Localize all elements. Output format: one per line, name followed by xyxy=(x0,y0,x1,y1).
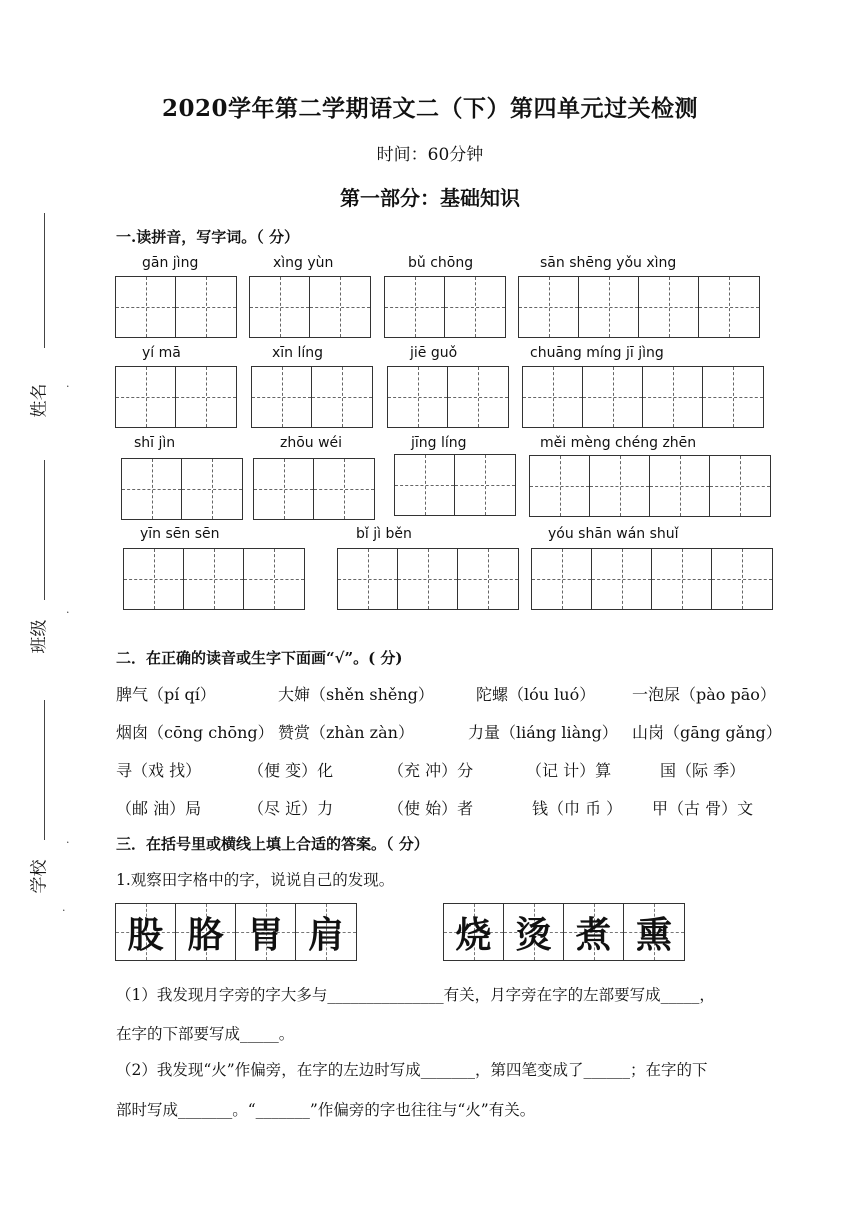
pinyin-label: yóu shān wán shuǐ xyxy=(548,526,679,542)
char-cell: 煮 xyxy=(564,904,624,960)
char-cell: 烫 xyxy=(504,904,564,960)
writing-grid[interactable] xyxy=(529,455,771,517)
q3-heading: 三．在括号里或横线上填上合适的答案。（ 分） xyxy=(116,835,429,853)
page-title: 2020学年第二学期语文二（下）第四单元过关检测 xyxy=(161,95,698,122)
char-cell: 烧 xyxy=(444,904,504,960)
name-label: 姓名 xyxy=(29,383,50,418)
part-heading: 第一部分：基础知识 xyxy=(340,186,520,210)
char-grid-group-1 xyxy=(115,903,357,961)
writing-grid[interactable] xyxy=(387,366,509,428)
q3-line-4[interactable]: 部时写成_______。“_______”作偏旁的字也往往与“火”有关。 xyxy=(116,1101,536,1119)
char-cell: 肩 xyxy=(296,904,356,960)
char-cell: 熏 xyxy=(624,904,684,960)
school-label: 学校 xyxy=(29,859,50,894)
q2-item[interactable]: 力量（liáng liàng） xyxy=(468,723,618,742)
binding-mark: · xyxy=(66,836,70,849)
writing-grid[interactable] xyxy=(384,276,506,338)
writing-grid[interactable] xyxy=(337,548,519,610)
name-blank-line xyxy=(44,460,45,600)
q2-line xyxy=(116,720,782,743)
pinyin-label: xìng yùn xyxy=(273,255,334,271)
binding-mark: · xyxy=(66,380,70,393)
q2-item[interactable]: 烟囱（cōng chōng） xyxy=(116,723,274,742)
q2-item[interactable]: 赞赏（zhàn zàn） xyxy=(278,723,414,742)
q1-heading: 一.读拼音，写字词。（ 分） xyxy=(116,228,299,246)
writing-grid[interactable] xyxy=(251,366,373,428)
q3-line-1[interactable]: （1）我发现月字旁的字大多与_______________有关，月字旁在字的左部要写成_____， xyxy=(116,986,715,1004)
class-label: 班级 xyxy=(29,619,50,654)
binding-mark: · xyxy=(62,904,66,917)
time-limit: 时间：60分钟 xyxy=(376,145,484,165)
pinyin-label: jiē guǒ xyxy=(410,345,458,361)
char-cell: 股 xyxy=(116,904,176,960)
pinyin-label: bǐ jì běn xyxy=(356,526,412,542)
pinyin-label: shī jìn xyxy=(134,435,176,451)
binding-line-top xyxy=(44,213,45,348)
pinyin-label: xīn líng xyxy=(272,345,324,361)
pinyin-label: yí mā xyxy=(142,345,181,361)
q2-item[interactable]: 一泡尿（pào pāo） xyxy=(632,685,776,704)
writing-grid[interactable] xyxy=(249,276,371,338)
q2-item[interactable]: 甲（古 骨）文 xyxy=(652,799,754,818)
q2-line xyxy=(116,758,745,781)
q3-line-2[interactable]: 在字的下部要写成_____。 xyxy=(116,1025,295,1043)
pinyin-label: zhōu wéi xyxy=(280,435,343,451)
q2-item[interactable]: （充 冲）分 xyxy=(388,761,474,780)
q2-item[interactable]: 陀螺（lóu luó） xyxy=(476,685,596,704)
pinyin-label: sān shēng yǒu xìng xyxy=(540,255,677,271)
q2-line xyxy=(116,682,776,705)
q2-item[interactable]: 山岗（gāng gǎng） xyxy=(632,723,782,742)
q2-item[interactable]: （记 计）算 xyxy=(526,761,612,780)
q2-item[interactable]: （使 始）者 xyxy=(388,799,474,818)
pinyin-label: jīng líng xyxy=(411,435,467,451)
q2-item[interactable]: （便 变）化 xyxy=(248,761,334,780)
q2-item[interactable]: （邮 油）局 xyxy=(116,799,202,818)
writing-grid[interactable] xyxy=(123,548,305,610)
char-cell: 胳 xyxy=(176,904,236,960)
q2-heading: 二．在正确的读音或生字下面画“√”。( 分) xyxy=(116,649,403,667)
class-blank-line xyxy=(44,700,45,840)
q2-item[interactable]: 寻（戏 找） xyxy=(116,761,202,780)
writing-grid[interactable] xyxy=(121,458,243,520)
char-cell: 胃 xyxy=(236,904,296,960)
writing-grid[interactable] xyxy=(394,454,516,516)
q3-sub1: 1.观察田字格中的字，说说自己的发现。 xyxy=(116,871,395,889)
q2-line xyxy=(116,796,753,819)
q2-item[interactable]: （尽 近）力 xyxy=(248,799,334,818)
writing-grid[interactable] xyxy=(531,548,773,610)
writing-grid[interactable] xyxy=(253,458,375,520)
q3-line-3[interactable]: （2）我发现“火”作偏旁，在字的左边时写成_______，第四笔变成了______；在字的下 xyxy=(116,1061,708,1079)
char-grid-group-2 xyxy=(443,903,685,961)
binding-mark: · xyxy=(66,606,70,619)
pinyin-label: yīn sēn sēn xyxy=(140,526,220,542)
q2-item[interactable]: 脾气（pí qí） xyxy=(116,685,216,704)
q2-item[interactable]: 大婶（shěn shěng） xyxy=(278,685,434,704)
writing-grid[interactable] xyxy=(522,366,764,428)
pinyin-label: bǔ chōng xyxy=(408,255,474,271)
q2-item[interactable]: 钱（巾 币 ） xyxy=(532,799,623,818)
pinyin-label: měi mèng chéng zhēn xyxy=(540,435,697,451)
writing-grid[interactable] xyxy=(115,276,237,338)
q2-item[interactable]: 国（际 季） xyxy=(660,761,746,780)
writing-grid[interactable] xyxy=(115,366,237,428)
pinyin-label: chuāng míng jī jìng xyxy=(530,345,664,361)
pinyin-label: gān jìng xyxy=(142,255,199,271)
writing-grid[interactable] xyxy=(518,276,760,338)
